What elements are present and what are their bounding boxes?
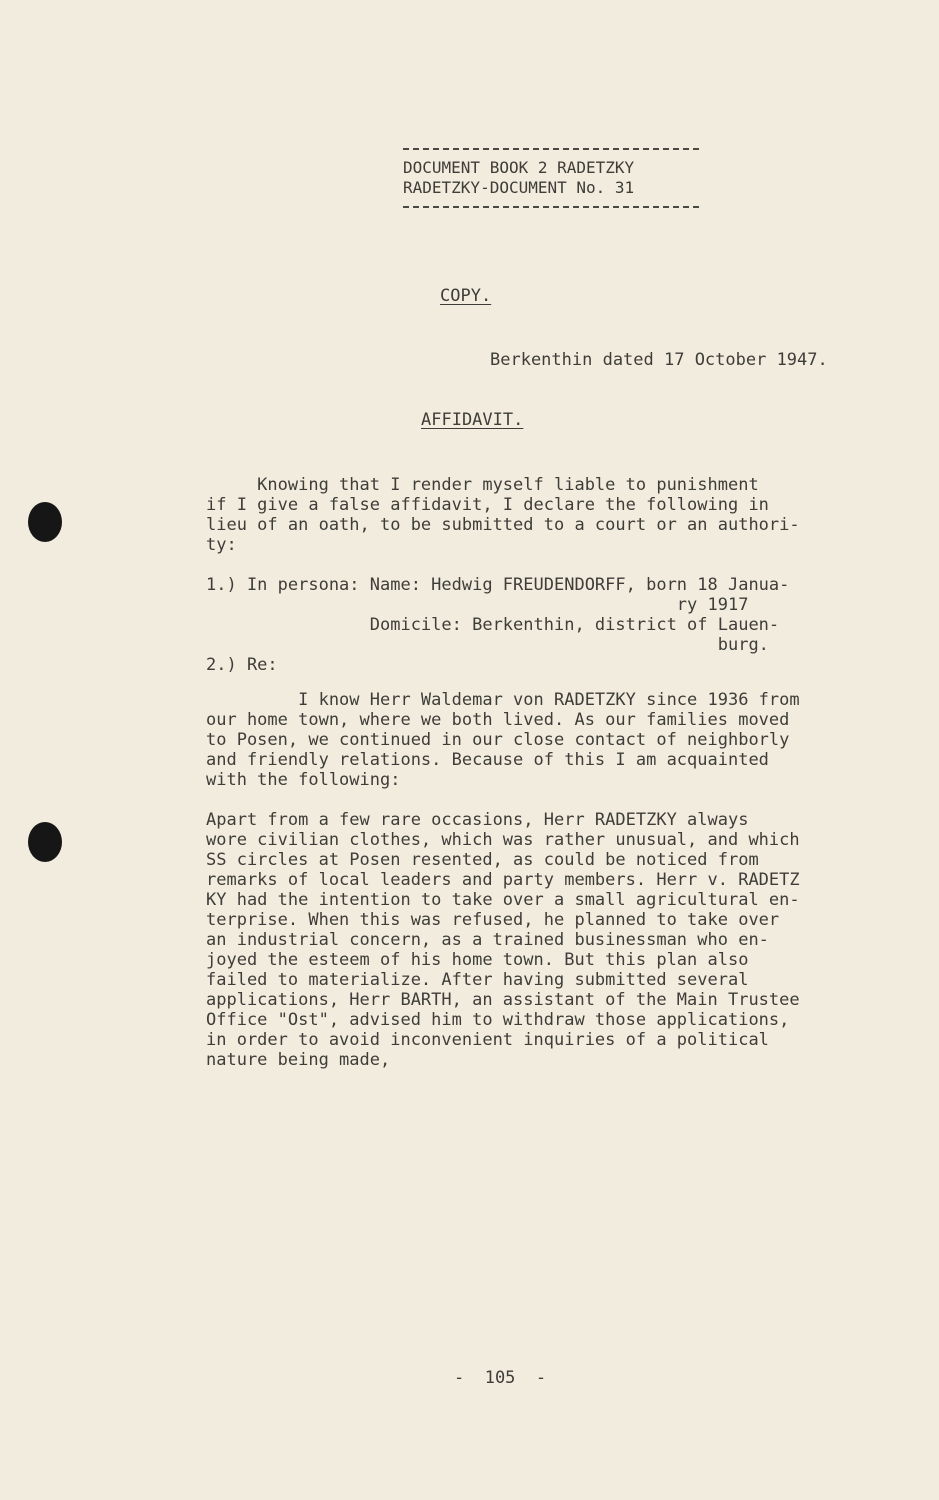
re-label: 2.) Re:	[206, 655, 278, 675]
header-line-1: DOCUMENT BOOK 2 RADETZKY	[403, 158, 635, 177]
document-header	[403, 148, 703, 208]
copy-label: COPY.	[440, 286, 492, 306]
header-line-2: RADETZKY-DOCUMENT No. 31	[403, 178, 635, 197]
paragraph-acquaintance: I know Herr Waldemar von RADETZKY since 1936 from our home town, where we both lived. As our families moved to Posen, we continued in our close contact of neighborly and friendly relations. Because of this I am acquainted with the following:	[206, 690, 800, 790]
paragraph-details: Apart from a few rare occasions, Herr RADETZKY always wore civilian clothes, which was rather unusual, and which SS circles at Posen resented, as could be noticed from remarks of local leaders and party members. Herr v. RADETZ KY had the intention to take over a small agricultural en- terprise. When this was refused, he planned to take over an industrial concern, as a trained businessman who en- joyed the esteem of his home town. But this plan also failed to materialize. After having submitted several applications, Herr BARTH, an assistant of the Main Trustee Office "Ost", advised him to withdraw those applications, in order to avoid inconvenient inquiries of a political nature being made,	[206, 810, 800, 1070]
header-rule-top	[403, 148, 699, 150]
date-line: Berkenthin dated 17 October 1947.	[490, 350, 828, 370]
persona-section: 1.) In persona: Name: Hedwig FREUDENDORFF, born 18 Janua- ry 1917 Domicile: Berkenthin, district of Lauen- burg.	[206, 575, 790, 655]
punch-hole-top	[28, 502, 62, 542]
affidavit-title: AFFIDAVIT.	[421, 410, 524, 430]
header-rule-bottom	[403, 206, 699, 208]
intro-paragraph: Knowing that I render myself liable to punishment if I give a false affidavit, I declare the following in lieu of an oath, to be submitted to a court or an authori- ty:	[206, 475, 800, 555]
page-number: - 105 -	[454, 1368, 547, 1388]
punch-hole-bottom	[28, 822, 62, 862]
